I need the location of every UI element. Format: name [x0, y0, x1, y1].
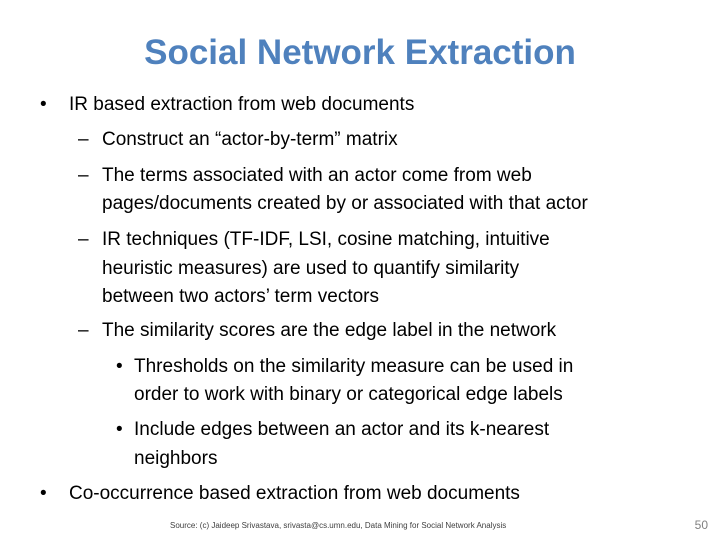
footer-source: Source: (c) Jaideep Srivastava, srivasta@cs.umn.edu, Data Mining for Social Network Analysis [170, 521, 507, 530]
subitem-ir-techniques-cont1: heuristic measures) are used to quantify similarity [102, 258, 520, 279]
bullet-marker: • [116, 419, 123, 440]
dash-marker: – [78, 165, 89, 186]
dash-marker: – [78, 229, 89, 250]
bullet-item-ir-extraction: IR based extraction from web documents [69, 94, 415, 115]
subitem-terms-associated: The terms associated with an actor come from web [102, 165, 532, 186]
dash-marker: – [78, 129, 89, 150]
subitem-actor-by-term: Construct an “actor-by-term” matrix [102, 129, 398, 150]
subitem-ir-techniques: IR techniques (TF-IDF, LSI, cosine matching, intuitive [102, 229, 550, 250]
subsubitem-k-nearest: Include edges between an actor and its k-nearest [134, 419, 550, 440]
subitem-similarity-scores: The similarity scores are the edge label in the network [102, 320, 557, 341]
subitem-ir-techniques-cont2: between two actors’ term vectors [102, 286, 380, 307]
bullet-marker: • [40, 483, 47, 504]
bullet-item-co-occurrence: Co-occurrence based extraction from web documents [69, 483, 520, 504]
subsubitem-thresholds-cont: order to work with binary or categorical edge labels [134, 384, 563, 405]
subsubitem-thresholds: Thresholds on the similarity measure can be used in [134, 356, 574, 377]
subsubitem-k-nearest-cont: neighbors [134, 448, 218, 469]
bullet-marker: • [40, 94, 47, 115]
bullet-marker: • [116, 356, 123, 377]
slide-title: Social Network Extraction [144, 33, 576, 72]
subitem-terms-associated-cont: pages/documents created by or associated with that actor [102, 193, 588, 214]
dash-marker: – [78, 320, 89, 341]
page-number: 50 [694, 518, 708, 532]
